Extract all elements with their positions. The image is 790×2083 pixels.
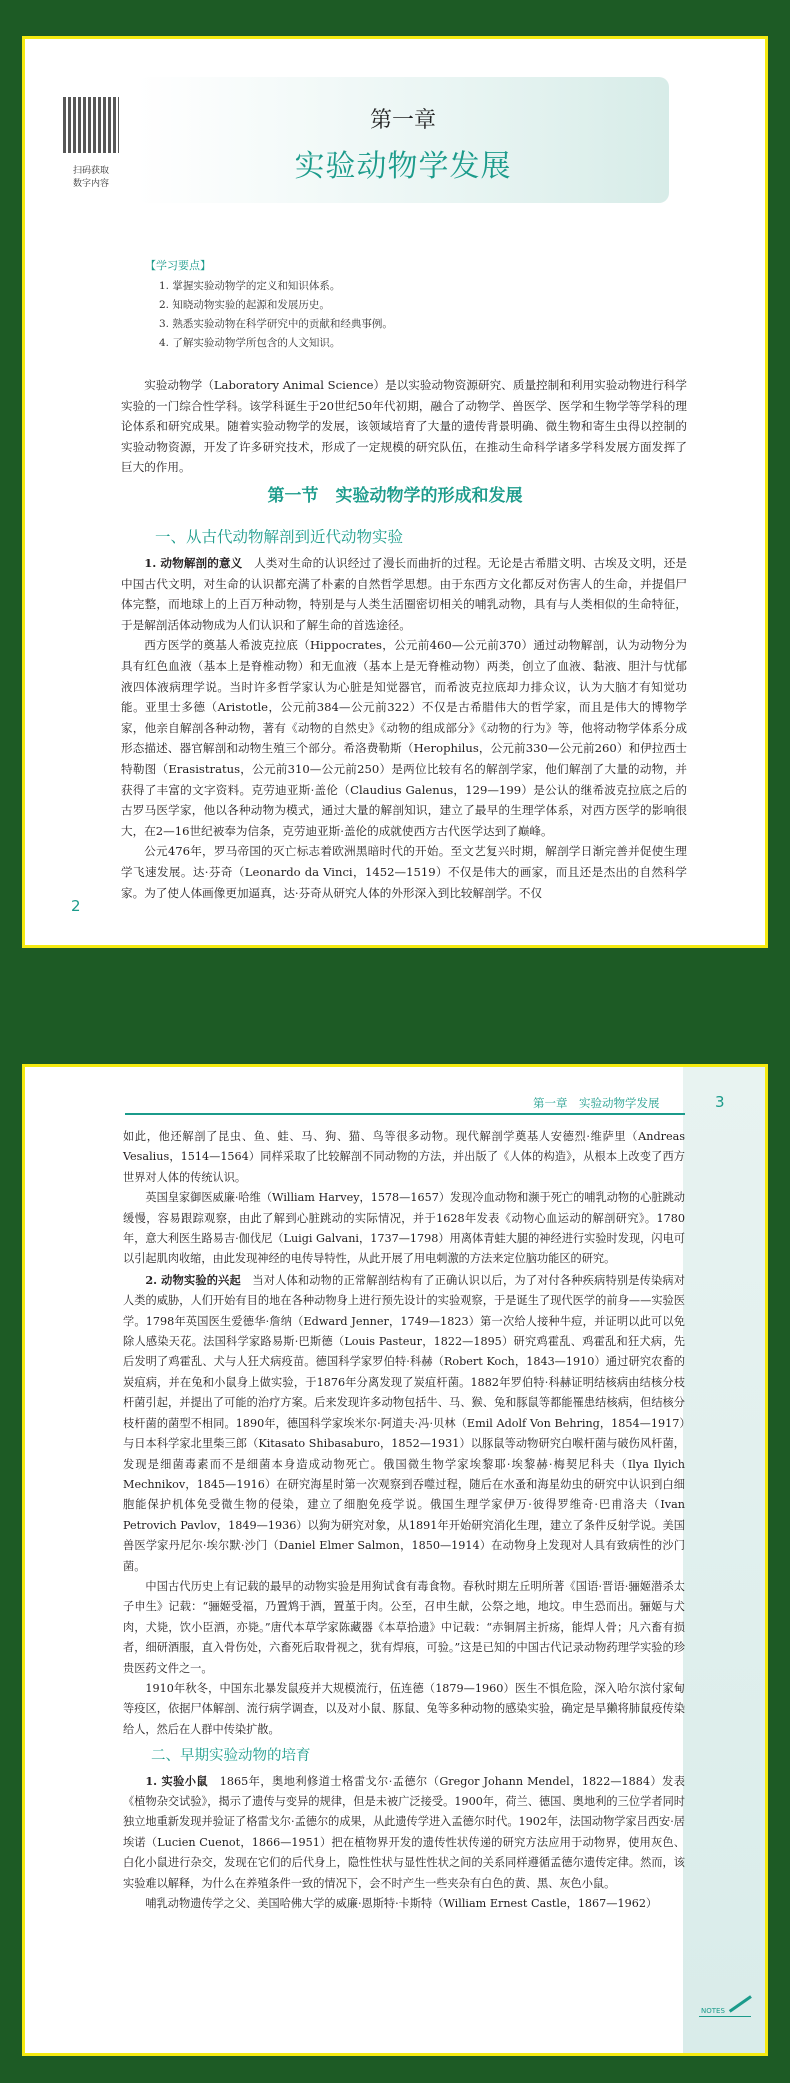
section-title: 第一节 实验动物学的形成和发展 — [267, 486, 523, 506]
paragraph: 哺乳动物遗传学之父、美国哈佛大学的威廉·恩斯特·卡斯特（William Ernest Castle，1867—1962） — [145, 1897, 658, 1911]
key-point-item: 4. 了解实验动物学所包含的人文知识。 — [159, 337, 341, 349]
paragraph: 1. 动物解剖的意义 人类对生命的认识经过了漫长而曲折的过程。无论是古希腊文明、古埃及文明，还是中国古代文明，对生命的认识都充满了朴素的自然哲学思想。由于东西方文化都反对伤害人的生命，并提倡尸体完整，而地球上的上百万种动物，特别是与人类生活圈密切相关的哺乳动物，具有与人类相似的生命特征，于是解剖活体动物成为人们认识和了解生命的首选途径。 — [121, 556, 687, 632]
notes-label: NOTES — [701, 2007, 725, 2015]
notes-icon — [699, 1995, 751, 2023]
paragraph: 2. 动物实验的兴起 当对人体和动物的正常解剖结构有了正确认识以后，为了对付各种疾病特别是传染病对人类的威胁，人们开始有目的地在各种动物身上进行预先设计的实验观察，于是诞生了现代医学的前身——实验医学。1798年英国医生爱德华·詹纳（Edward Jenner，1749—1823）第一次给人接种牛痘，并证明以此可以免除人感染天花。法国科学家路易斯·巴斯德（Louis Pasteur，1822—1895）研究鸡霍乱、鸡霍乱和狂犬病，先后发明了鸡霍乱、犬与人狂犬病疫苗。德国科学家罗伯特·科赫（Robert Koch，1843—1910）通过研究农畜的炭疽病，并在兔和小鼠身上做实验，于1876年分离发现了炭疽杆菌。1882年罗伯特·科赫证明结核病由结核分枝杆菌引起，并提出了可能的治疗方案。后来发现许多动物包括牛、马、猴、兔和豚鼠等都能罹患结核病，但结核分枝杆菌的菌型不相同。1890年，德国科学家埃米尔·阿道夫·冯·贝林（Emil Adolf Von Behring，1854—1917）与日本科学家北里柴三郎（Kitasato Shibasaburo，1852—1931）以豚鼠等动物研究白喉杆菌与破伤风杆菌，发现是细菌毒素而不是细菌本身造成动物死亡。俄国微生物学家埃黎耶·埃黎赫·梅契尼科夫（Ilya Ilyich Mechnikov，1845—1916）在研究海星时第一次观察到吞噬过程，随后在水蚤和海星幼虫的研究中认识到白细胞能保护机体免受微生物的侵染，建立了细胞免疫学说。俄国生理学家伊万·彼得罗维奇·巴甫洛夫（Ivan Petrovich Pavlov，1849—1936）以狗为研究对象，从1891年开始研究消化生理，建立了条件反射学说。美国兽医学家丹尼尔·埃尔默·沙门（Daniel Elmer Salmon，1850—1914）在动物身上发现对人具有致病性的沙门菌。 — [123, 1272, 685, 1573]
paragraph: 西方医学的奠基人希波克拉底（Hippocrates，公元前460—公元前370）通过动物解剖，认为动物分为具有红色血液（基本上是脊椎动物）和无血液（基本上是无脊椎动物）两类，创立了血液、黏液、胆汁与忧郁液四体液病理学说。当时许多哲学家认为心脏是知觉器官，而希波克拉底却力排众议，认为大脑才有知觉功能。亚里士多德（Aristotle，公元前384—公元前322）不仅是古希腊伟大的哲学家，而且是伟大的博物学家，他亲自解剖各种动物，著有《动物的自然史》《动物的组成部分》《动物的行为》等，他将动物学体系分成形态描述、器官解剖和动物生殖三个部分。希洛费勒斯（Herophilus，公元前330—公元前260）和伊拉西士特勒图（Erasistratus，公元前310—公元前250）是两位比较有名的解剖学家，他们解剖了大量的动物，并获得了丰富的文字资料。克劳迪亚斯·盖伦（Claudius Galenus，129—199）是公认的继希波克拉底之后的古罗马医学家，他以各种动物为模式，通过大量的解剖知识，建立了最早的生理学体系，对西方医学的影响很大，在2—16世纪被奉为信条，克劳迪亚斯·盖伦的成就使西方古代医学达到了巅峰。 — [121, 638, 687, 838]
paragraph-lead: 1. 动物解剖的意义 — [144, 556, 243, 570]
pen-icon — [729, 1995, 752, 2012]
chapter-label: 第一章 — [369, 108, 436, 133]
qr-code-icon[interactable] — [63, 97, 119, 153]
notes-margin — [683, 1067, 765, 2053]
main-body — [121, 553, 687, 903]
intro-paragraph: 实验动物学（Laboratory Animal Science）是以实验动物资源研究、质量控制和利用实验动物进行科学实验的一门综合性学科。该学科诞生于20世纪50年代初期，融合了动物学、兽医学、医学和生物学等学科的理论体系和研究成果。随着实验动物学的发展，该领域培育了大量的遗传背景明确、微生物和寄生虫得以控制的实验动物资源，开发了许多研究技术，形成了一定规模的研究队伍，在推动生命科学诸多学科发展方面发挥了巨大的作用。 — [121, 378, 687, 475]
key-points — [145, 257, 685, 353]
header-rule — [125, 1113, 685, 1115]
key-point-item: 3. 熟悉实验动物在科学研究中的贡献和经典事例。 — [159, 318, 393, 330]
paragraph: 1. 实验小鼠 1865年，奥地利修道士格雷戈尔·孟德尔（Gregor Johann Mendel，1822—1884）发表《植物杂交试验》，揭示了遗传与变异的规律，但是未被广泛接受。1900年，荷兰、德国、奥地利的三位学者同时独立地重新发现并验证了格雷戈尔·孟德尔的成果，从此遗传学进入孟德尔时代。1902年，法国动物学家吕西安·居埃诺（Lucien Cuenot，1866—1951）把在植物界开发的遗传性状传递的研究方法应用于动物界，使用灰色、白化小鼠进行杂交，发现在它们的后代身上，隐性性状与显性性状之间的关系同样遵循孟德尔遗传定律。然而，该实验难以解释，为什么在养殖条件一致的情况下，会不时产生一些夹杂有白色的黄、黑、灰色小鼠。 — [123, 1773, 685, 1890]
subsection-title: 二、早期实验动物的培育 — [151, 1748, 311, 1765]
subsection-title: 一、从古代动物解剖到近代动物实验 — [155, 528, 404, 546]
book-page-2 — [22, 36, 768, 948]
main-body — [123, 1127, 685, 1914]
paragraph: 如此，他还解剖了昆虫、鱼、蛙、马、狗、猫、鸟等很多动物。现代解剖学奠基人安德烈·维萨里（Andreas Vesalius，1514—1564）同样采取了比较解剖不同动物的方法，并出版了《人体的构造》，从根本上改变了西方世界对人体的传统认识。 — [123, 1130, 685, 1184]
key-points-heading: 【学习要点】 — [145, 259, 211, 272]
paragraph: 英国皇家御医威廉·哈维（William Harvey，1578—1657）发现冷血动物和濒于死亡的哺乳动物的心脏跳动缓慢，容易跟踪观察，由此了解到心脏跳动的实际情况，并于1628年发表《动物心血运动的解剖研究》。1780年，意大利医生路易吉·伽伐尼（Luigi Galvani，1737—1798）用离体青蛙大腿的神经进行实验时发现，闪电可以引起肌肉收缩，由此发现神经的电传导特性，从此开展了用电刺激的方法来定位脑功能区的研究。 — [123, 1191, 685, 1266]
paragraph-lead: 1. 实验小鼠 — [145, 1773, 209, 1788]
chapter-title-box — [137, 77, 669, 203]
page-number: 2 — [71, 897, 81, 915]
qr-caption: 扫码获取 数字内容 — [72, 166, 109, 189]
running-header: 第一章 实验动物学发展 — [533, 1096, 660, 1110]
paragraph: 中国古代历史上有记载的最早的动物实验是用狗试食有毒食物。春秋时期左丘明所著《国语·晋语·骊姬潜杀太子申生》记载：“骊姬受福，乃置鸩于酒，置堇于肉。公至，召申生献，公祭之地，地坟。申生恐而出。骊姬与犬肉，犬毙，饮小臣酒，亦毙。”唐代本草学家陈藏器《本草拾遗》中记载：“赤铜屑主折疡，能焊人骨；凡六畜有损者，细研酒服，直入骨伤处，六畜死后取骨视之，犹有焊痕，可验。”这是已知的中国古代记录动物药理学实验的珍贵医药文件之一。 — [123, 1579, 685, 1675]
paragraph: 1910年秋冬，中国东北暴发鼠疫并大规模流行，伍连德（1879—1960）医生不惧危险，深入哈尔滨付家甸等疫区，依据尸体解剖、流行病学调查，以及对小鼠、豚鼠、兔等多种动物的感染实验，确定是旱獭将肺鼠疫传染给人，然后在人群中传染扩散。 — [123, 1681, 685, 1736]
page-number: 3 — [715, 1093, 725, 1111]
key-point-item: 1. 掌握实验动物学的定义和知识体系。 — [159, 280, 341, 292]
book-page-3 — [22, 1064, 768, 2056]
key-point-item: 2. 知晓动物实验的起源和发展历史。 — [159, 299, 330, 311]
chapter-title: 实验动物学发展 — [294, 149, 512, 184]
paragraph-lead: 2. 动物实验的兴起 — [145, 1272, 241, 1287]
paragraph: 公元476年，罗马帝国的灭亡标志着欧洲黑暗时代的开始。至文艺复兴时期，解剖学日渐完善并促使生理学飞速发展。达·芬奇（Leonardo da Vinci，1452—1519）不仅是伟大的画家，而且还是杰出的自然科学家。为了使人体画像更加逼真，达·芬奇从研究人体的外形深入到比较解剖学。不仅 — [121, 844, 687, 900]
